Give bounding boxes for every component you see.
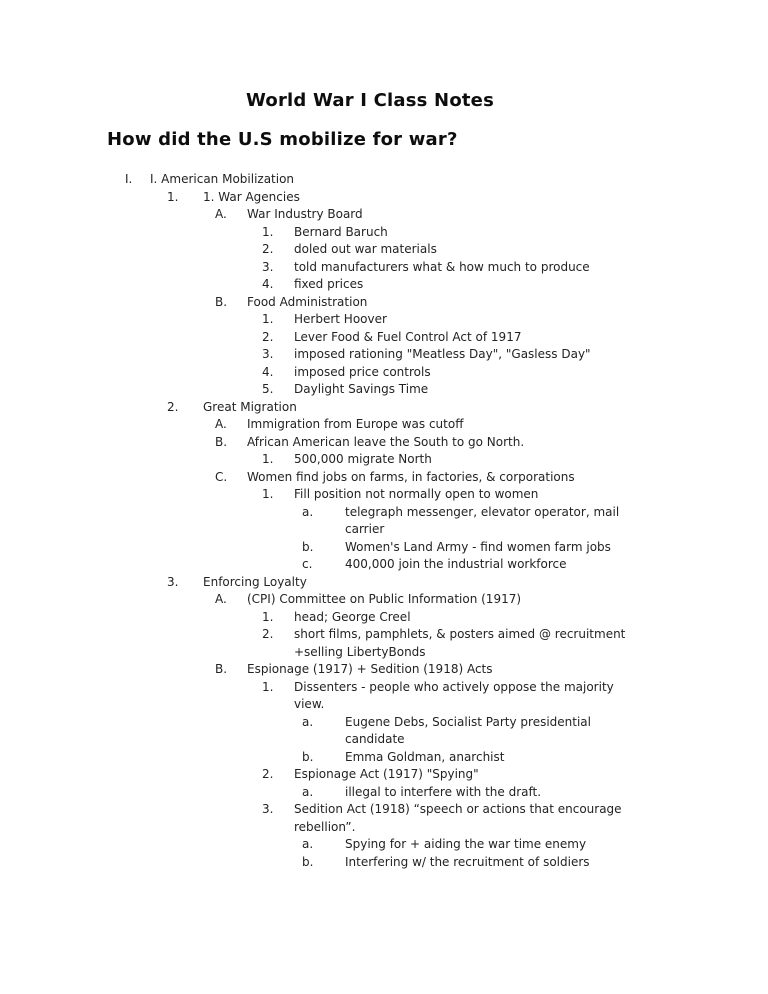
list-marker: A. bbox=[215, 592, 227, 606]
outline-line: +selling LibertyBonds bbox=[294, 644, 426, 659]
outline-item bbox=[0, 311, 768, 329]
outline-item-text bbox=[247, 206, 768, 224]
outline-item-text bbox=[294, 364, 768, 382]
outline-item-text bbox=[203, 574, 768, 592]
outline-item bbox=[0, 241, 768, 259]
outline-line: doled out war materials bbox=[294, 242, 437, 256]
outline-line: Herbert Hoover bbox=[294, 312, 387, 326]
list-marker: B. bbox=[215, 434, 228, 449]
outline-item-text bbox=[247, 294, 768, 312]
outline-item-text bbox=[294, 259, 768, 277]
outline-list bbox=[0, 171, 768, 871]
outline-line: illegal to interfere with the draft. bbox=[345, 784, 542, 799]
outline-item-text bbox=[294, 346, 768, 364]
outline-item-text bbox=[294, 679, 768, 714]
outline-item bbox=[0, 434, 768, 452]
outline-line: (CPI) Committee on Public Information (1917) bbox=[247, 592, 522, 606]
list-marker: 2. bbox=[167, 399, 179, 414]
outline-item-text bbox=[294, 801, 768, 836]
outline-item-text bbox=[345, 784, 768, 802]
list-marker: I. bbox=[125, 172, 133, 186]
outline-item bbox=[0, 171, 768, 189]
outline-item bbox=[0, 714, 768, 749]
outline-item-text bbox=[345, 836, 768, 854]
section-heading: How did the U.S mobilize for war? bbox=[107, 129, 458, 150]
outline-item-text bbox=[294, 241, 768, 259]
outline-item-text bbox=[247, 591, 768, 609]
list-marker: 1. bbox=[262, 679, 274, 694]
outline-item bbox=[0, 801, 768, 836]
list-marker: b. bbox=[302, 854, 314, 869]
list-marker: 1. bbox=[167, 189, 179, 204]
outline-item bbox=[0, 469, 768, 487]
list-marker: 4. bbox=[262, 277, 274, 291]
outline-item bbox=[0, 364, 768, 382]
outline-line: told manufacturers what & how much to produce bbox=[294, 259, 590, 274]
outline-line: 1. War Agencies bbox=[203, 189, 300, 204]
outline-line: 500,000 migrate North bbox=[294, 452, 432, 466]
outline-line: Emma Goldman, anarchist bbox=[345, 749, 505, 764]
outline-line: Food Administration bbox=[247, 294, 368, 309]
list-marker: 3. bbox=[167, 574, 179, 589]
outline-item bbox=[0, 854, 768, 872]
outline-item-text bbox=[294, 451, 768, 469]
outline-item bbox=[0, 189, 768, 207]
outline-item-text bbox=[345, 539, 768, 557]
outline-item bbox=[0, 539, 768, 557]
outline-item-text bbox=[294, 329, 768, 347]
list-marker: 4. bbox=[262, 364, 274, 379]
list-marker: 1. bbox=[262, 224, 274, 239]
outline-line: head; George Creel bbox=[294, 609, 411, 624]
outline-item-text bbox=[203, 399, 768, 417]
outline-item-text bbox=[294, 224, 768, 242]
outline-item bbox=[0, 329, 768, 347]
outline-line: candidate bbox=[345, 732, 405, 746]
outline-item-text bbox=[294, 486, 768, 504]
outline-item bbox=[0, 399, 768, 417]
outline-line: Spying for + aiding the war time enemy bbox=[345, 837, 587, 851]
outline-line: carrier bbox=[345, 522, 385, 536]
outline-item bbox=[0, 784, 768, 802]
outline-item bbox=[0, 679, 768, 714]
list-marker: 1. bbox=[262, 312, 274, 326]
list-marker: C. bbox=[215, 469, 228, 484]
outline-line: Immigration from Europe was cutoff bbox=[247, 417, 464, 431]
outline-line: Espionage Act (1917) "Spying" bbox=[294, 767, 479, 781]
outline-item-text bbox=[247, 434, 768, 452]
list-marker: b. bbox=[302, 539, 314, 554]
outline-line: rebellion”. bbox=[294, 819, 356, 834]
outline-line: Dissenters - people who actively oppose the majority bbox=[294, 679, 614, 694]
outline-item bbox=[0, 591, 768, 609]
list-marker: a. bbox=[302, 504, 314, 519]
outline-line: Women find jobs on farms, in factories, & corporations bbox=[247, 469, 575, 484]
outline-item bbox=[0, 836, 768, 854]
outline-line: 400,000 join the industrial workforce bbox=[345, 557, 567, 571]
list-marker: c. bbox=[302, 557, 313, 571]
outline-item bbox=[0, 504, 768, 539]
outline-item bbox=[0, 294, 768, 312]
outline-item bbox=[0, 276, 768, 294]
list-marker: A. bbox=[215, 207, 227, 221]
outline-item-text bbox=[247, 661, 768, 679]
outline-item bbox=[0, 486, 768, 504]
list-marker: 3. bbox=[262, 802, 274, 816]
outline-line: telegraph messenger, elevator operator, mail bbox=[345, 504, 620, 519]
list-marker: a. bbox=[302, 837, 314, 851]
outline-line: Women's Land Army - find women farm jobs bbox=[345, 539, 611, 554]
list-marker: 3. bbox=[262, 259, 274, 274]
list-marker: a. bbox=[302, 784, 314, 799]
outline-line: Interfering w/ the recruitment of soldiers bbox=[345, 854, 590, 869]
outline-item-text bbox=[345, 714, 768, 749]
outline-line: imposed price controls bbox=[294, 364, 431, 379]
outline-line: I. American Mobilization bbox=[150, 172, 295, 186]
outline-item bbox=[0, 346, 768, 364]
outline-item bbox=[0, 574, 768, 592]
outline-item-text bbox=[247, 469, 768, 487]
list-marker: 2. bbox=[262, 627, 274, 641]
outline-item bbox=[0, 416, 768, 434]
outline-line: Daylight Savings Time bbox=[294, 382, 429, 396]
outline-item-text bbox=[247, 416, 768, 434]
outline-item bbox=[0, 661, 768, 679]
list-marker: 3. bbox=[262, 347, 274, 361]
outline-line: view. bbox=[294, 697, 325, 711]
outline-item-text bbox=[345, 749, 768, 767]
outline-item-text bbox=[294, 766, 768, 784]
outline-item bbox=[0, 206, 768, 224]
outline-line: imposed rationing "Meatless Day", "Gasless Day" bbox=[294, 347, 591, 361]
outline-item bbox=[0, 556, 768, 574]
outline-item-text bbox=[345, 854, 768, 872]
list-marker: 5. bbox=[262, 382, 274, 396]
outline-item bbox=[0, 451, 768, 469]
outline-item bbox=[0, 749, 768, 767]
outline-line: short films, pamphlets, & posters aimed @ recruitment bbox=[294, 627, 626, 641]
outline-line: Great Migration bbox=[203, 399, 297, 414]
outline-line: Fill position not normally open to women bbox=[294, 487, 539, 501]
list-marker: 2. bbox=[262, 242, 274, 256]
outline-line: fixed prices bbox=[294, 277, 364, 291]
outline-line: Espionage (1917) + Sedition (1918) Acts bbox=[247, 662, 493, 676]
list-marker: 1. bbox=[262, 487, 274, 501]
outline-item-text bbox=[294, 609, 768, 627]
list-marker: A. bbox=[215, 417, 227, 431]
outline-item-text bbox=[294, 311, 768, 329]
outline-line: Enforcing Loyalty bbox=[203, 574, 307, 589]
outline-item bbox=[0, 381, 768, 399]
outline-item bbox=[0, 609, 768, 627]
list-marker: B. bbox=[215, 294, 228, 309]
outline-item-text bbox=[294, 381, 768, 399]
outline-item bbox=[0, 224, 768, 242]
outline-item-text bbox=[345, 556, 768, 574]
outline-item bbox=[0, 259, 768, 277]
outline-line: African American leave the South to go North. bbox=[247, 434, 525, 449]
outline-line: Bernard Baruch bbox=[294, 224, 388, 239]
list-marker: a. bbox=[302, 714, 314, 729]
outline-item bbox=[0, 766, 768, 784]
outline-line: Eugene Debs, Socialist Party presidential bbox=[345, 714, 591, 729]
outline-item bbox=[0, 626, 768, 661]
list-marker: 1. bbox=[262, 609, 274, 624]
outline-item-text bbox=[203, 189, 768, 207]
list-marker: b. bbox=[302, 749, 314, 764]
list-marker: 2. bbox=[262, 767, 274, 781]
outline-item-text bbox=[150, 171, 768, 189]
outline-item-text bbox=[294, 276, 768, 294]
outline-line: Sedition Act (1918) “speech or actions that encourage bbox=[294, 802, 622, 816]
outline-line: War Industry Board bbox=[247, 207, 363, 221]
list-marker: 2. bbox=[262, 329, 274, 344]
outline-item-text bbox=[345, 504, 768, 539]
list-marker: 1. bbox=[262, 452, 274, 466]
document-title: World War I Class Notes bbox=[245, 90, 495, 111]
list-marker: B. bbox=[215, 662, 228, 676]
outline-item-text bbox=[294, 626, 768, 661]
outline-line: Lever Food & Fuel Control Act of 1917 bbox=[294, 329, 522, 344]
